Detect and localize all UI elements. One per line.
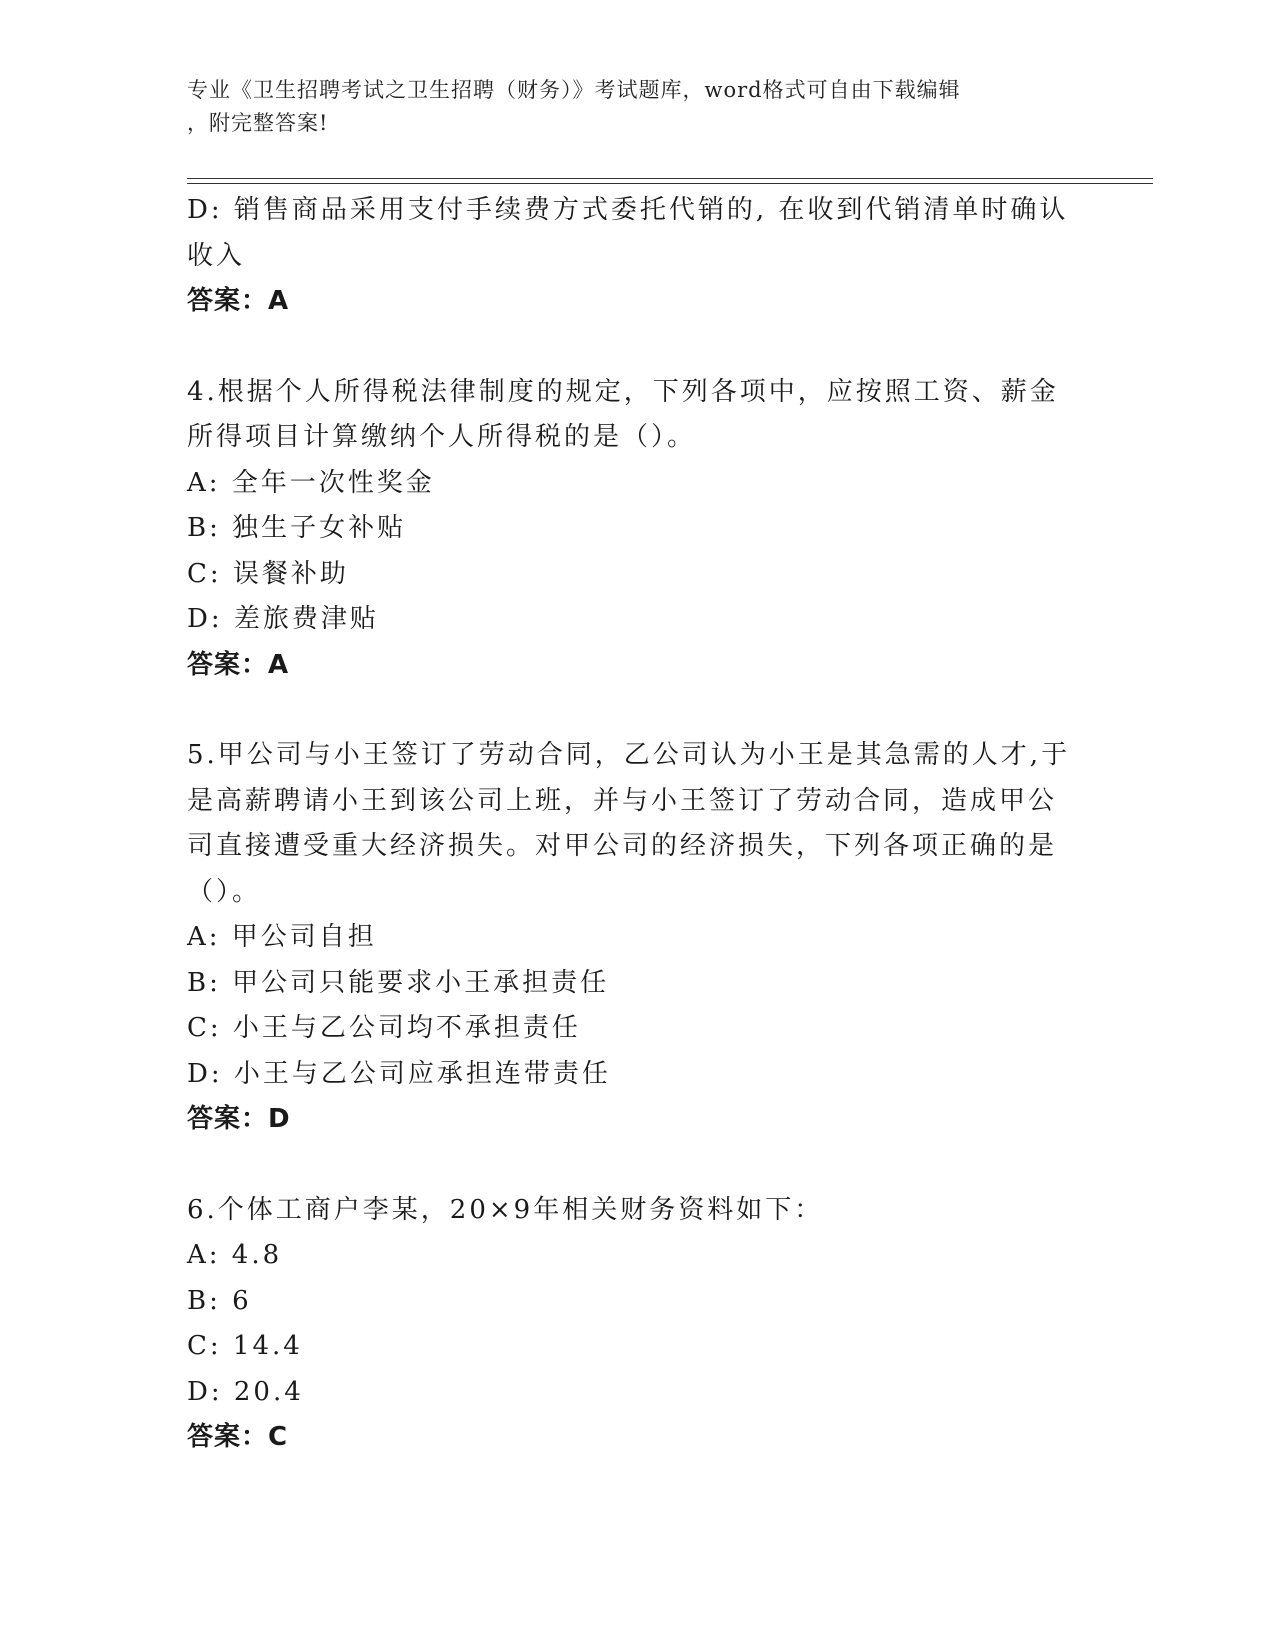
q4-stem-line2: 所得项目计算缴纳个人所得税的是（）。 — [187, 422, 697, 452]
q4-stem-line1: 4.根据个人所得税法律制度的规定，下列各项中，应按照工资、薪金 — [187, 376, 1059, 407]
q4-option-b: B: 独生子女补贴 — [187, 513, 407, 543]
header-divider-top — [187, 178, 1153, 179]
spacer — [187, 325, 1087, 370]
q4-answer: 答案：A — [187, 649, 290, 680]
q5-stem-line2: 是高薪聘请小王到该公司上班，并与小王签订了劳动合同，造成甲公 — [187, 785, 1058, 816]
q5-answer: 答案：D — [187, 1104, 291, 1134]
header-divider-bottom — [187, 183, 1153, 184]
header-line-1: 专业《卫生招聘考试之卫生招聘（财务）》考试题库，word格式可自由下载编辑 — [187, 78, 961, 102]
q5-option-a: A: 甲公司自担 — [187, 922, 377, 952]
document-header — [187, 74, 1067, 140]
q5-option-b: B: 甲公司只能要求小王承担责任 — [187, 967, 610, 998]
question-5 — [187, 733, 1087, 1143]
question-4 — [187, 370, 1087, 689]
q6-stem-line1: 6.个体工商户李某，20×9年相关财务资料如下： — [187, 1194, 824, 1225]
q6-option-b: B: 6 — [187, 1285, 252, 1316]
q4-option-d: D: 差旅费津贴 — [187, 604, 379, 634]
q6-option-a: A: 4.8 — [187, 1240, 283, 1270]
q3-answer: 答案：A — [187, 286, 290, 316]
q5-option-d: D: 小王与乙公司应承担连带责任 — [187, 1058, 611, 1089]
question-content — [187, 188, 1087, 1461]
q6-answer: 答案：C — [187, 1422, 289, 1452]
q6-option-c: C: 14.4 — [187, 1331, 303, 1361]
q5-option-c: C: 小王与乙公司均不承担责任 — [187, 1013, 581, 1043]
spacer — [187, 1143, 1087, 1188]
q5-stem-line4: （）。 — [187, 876, 262, 907]
header-line-2: ，附完整答案! — [187, 111, 329, 135]
q5-stem-line3: 司直接遭受重大经济损失。对甲公司的经济损失，下列各项正确的是 — [187, 831, 1058, 861]
q6-option-d: D: 20.4 — [187, 1376, 304, 1407]
q3-option-d-line2: 收入 — [187, 240, 246, 271]
q4-option-c: C: 误餐补助 — [187, 558, 349, 589]
q3-option-d-line1: D: 销售商品采用支付手续费方式委托代销的, 在收到代销清单时确认 — [187, 195, 1069, 225]
question-3-tail — [187, 188, 1087, 325]
question-6 — [187, 1188, 1087, 1461]
q4-option-a: A: 全年一次性奖金 — [187, 467, 435, 498]
spacer — [187, 688, 1087, 733]
q5-stem-line1: 5.甲公司与小王签订了劳动合同，乙公司认为小王是其急需的人才,于 — [187, 740, 1071, 770]
